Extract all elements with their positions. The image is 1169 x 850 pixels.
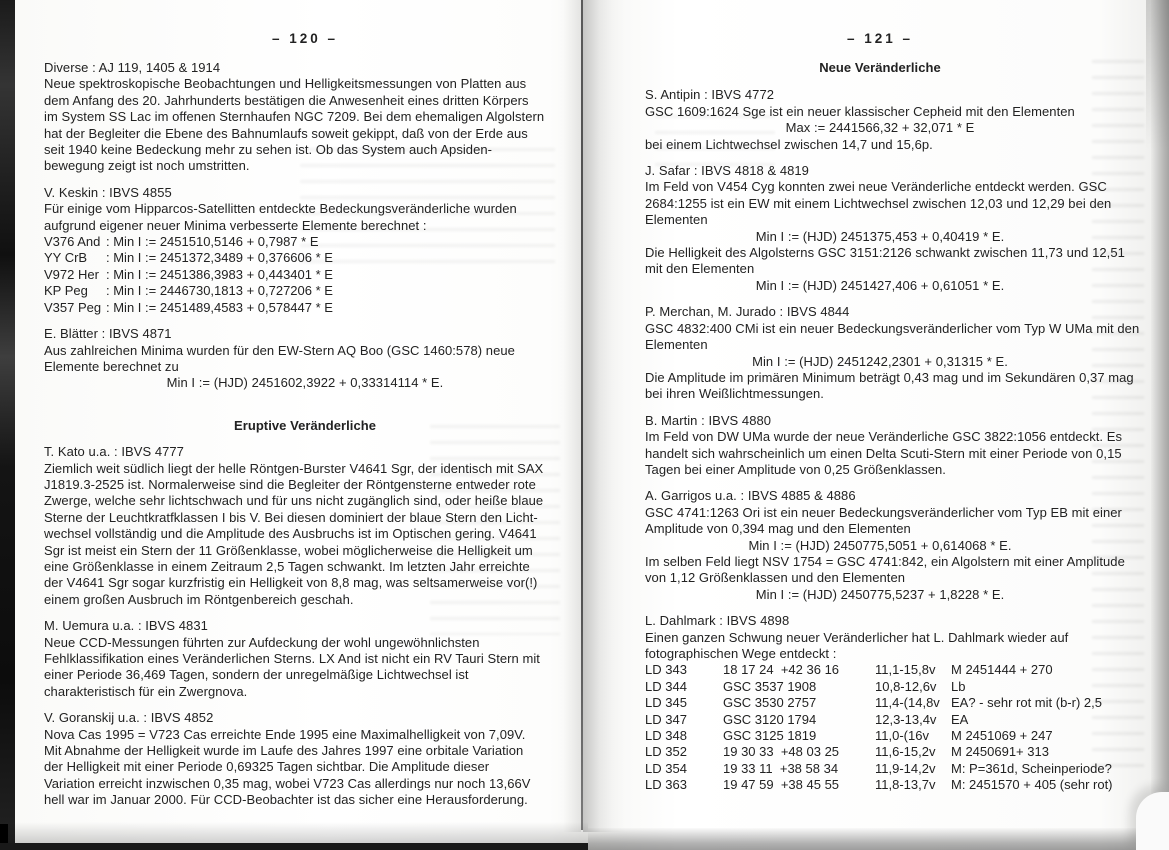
text-line: GSC 4741:1263 Ori ist ein neuer Bedeckungsveränderlicher vom Typ EB mit einer	[645, 504, 1122, 520]
formula-line: Min I := (HJD) 2451242,2301 + 0,31315 * E.	[752, 353, 1008, 369]
formula-line: Min I := (HJD) 2451375,453 + 0,40419 * E.	[755, 228, 1005, 244]
text-line: fotographischen Wege entdeckt :	[645, 646, 837, 661]
text-line: P. Merchan, M. Jurado : IBVS 4844	[645, 304, 850, 320]
text-line: hat der Begleiter die Ebene des Bahnumlaufs soweit gekippt, daß von der Erde aus	[44, 125, 528, 141]
text-line: L. Dahlmark : IBVS 4898	[645, 613, 790, 629]
text-line: Im Feld von V454 Cyg konnten zwei neue Veränderliche entdeckt werden. GSC	[645, 179, 1107, 195]
text-line: Diverse : AJ 119, 1405 & 1914	[44, 60, 221, 75]
ld-cell: 19 30 33 +48 03 25	[723, 744, 840, 760]
formula-line: Min I := (HJD) 2451602,3922 + 0,33314114 * E.	[166, 375, 444, 391]
text-line: hell war im Januar 2000. Für CCD-Beobachter ist das sicher eine Herausforderung.	[44, 792, 528, 808]
text-line: Sterne der Leuchtkratfklassen I bis V. Bei diesen dominiert der blaue Stern den Licht-	[44, 509, 538, 525]
definition-row	[44, 300, 581, 316]
text-line: GSC 1609:1624 Sge ist ein neuer klassischer Cepheid mit den Elementen	[645, 103, 1075, 119]
text-line: bei ihren Weißlichtmessungen.	[645, 386, 824, 402]
text-line: T. Kato u.a. : IBVS 4777	[44, 444, 184, 460]
ld-table-row	[645, 728, 1150, 744]
text-line: Elementen	[645, 212, 708, 228]
ld-cell: 12,3-13,4v	[875, 711, 937, 727]
section	[44, 444, 581, 608]
text-line: dem Anfang des 20. Jahrhunderts bestätigen die Anwesenheit eines dritten Körpers	[44, 92, 529, 108]
ld-table-row	[645, 695, 1150, 711]
star-name: YY CrB	[44, 250, 88, 266]
section	[44, 710, 581, 808]
star-name: KP Peg	[44, 283, 88, 299]
ld-cell: 11,4-(14,8v	[875, 695, 940, 711]
ld-cell: 18 17 24 +42 36 16	[723, 662, 840, 678]
ld-cell: EA	[951, 711, 969, 727]
ld-cell: LD 348	[645, 728, 687, 744]
star-name: V376 And	[44, 234, 101, 250]
ld-cell: 11,8-13,7v	[875, 777, 936, 793]
ld-cell: LD 352	[645, 744, 687, 760]
ld-cell: GSC 3530 2757	[723, 695, 817, 711]
text-line: Im Feld von DW UMa wurde der neue Veränderliche GSC 3822:1056 entdeckt. Es	[645, 429, 1122, 445]
section	[44, 618, 581, 700]
text-line: Variation erreicht inzwischen 0,35 mag, wobei V723 Cas allerdings nur noch 13,66V	[44, 775, 531, 791]
section-heading: Neue Veränderliche	[819, 60, 941, 75]
ld-cell: 11,1-15,8v	[875, 662, 936, 678]
formula-line: Min I := (HJD) 2451427,406 + 0,61051 * E.	[755, 277, 1005, 293]
text-line: Neue CCD-Messungen führten zur Aufdeckung der wohl ungewöhnlichsten	[44, 634, 480, 650]
text-line: wechsel vollständig und die Amplitude des Ausbruchs ist im Optischen gering. V4641	[44, 526, 537, 542]
text-line: seit 1940 keine Bedeckung mehr zu sehen ist. Ob das System auch Apsiden-	[44, 142, 493, 158]
page-number: – 121 –	[846, 31, 914, 46]
ld-table-row	[645, 744, 1150, 760]
text-line: Fehlklassifikation eines Veränderlichen Sterns. LX And ist nicht ein RV Tauri Stern mit	[44, 651, 540, 666]
formula-line: Max := 2441566,32 + 32,071 * E	[785, 120, 975, 136]
definition-row	[44, 283, 581, 299]
section	[645, 163, 1150, 294]
ld-table-row	[645, 761, 1150, 777]
text-line: Elementen	[645, 337, 708, 353]
section	[645, 60, 1150, 76]
text-line: bewegung zeigt ist noch umstritten.	[44, 158, 250, 174]
ld-cell: GSC 3120 1794	[723, 711, 817, 727]
section	[44, 326, 581, 392]
text-line: Tagen bei einer Amplitude von 0,25 Größenklassen.	[645, 461, 946, 477]
page-body	[645, 60, 1150, 794]
section	[645, 87, 1150, 153]
section	[645, 488, 1150, 603]
elements-formula: : Min I := 2451510,5146 + 0,7987 * E	[106, 234, 319, 250]
text-line: einer Periode 36,469 Tagen, sondern der unregelmäßige Lichtwechsel ist	[44, 667, 469, 683]
formula-line: Min I := (HJD) 2450775,5237 + 1,8228 * E.	[755, 586, 1005, 602]
section	[645, 304, 1150, 402]
ld-cell: LD 343	[645, 662, 687, 678]
elements-formula: : Min I := 2446730,1813 + 0,727206 * E	[106, 283, 333, 299]
text-line: Ziemlich weit südlich liegt der helle Röntgen-Burster V4641 Sgr, der identisch mit SAX	[44, 460, 544, 476]
text-line: E. Blätter : IBVS 4871	[44, 326, 172, 342]
section	[44, 60, 581, 175]
text-line: J1819.3-2525 ist. Normalerweise sind die Begleiter der Röntgensterne entweder rote	[44, 476, 536, 492]
page-121	[645, 30, 1150, 794]
ld-cell: GSC 3125 1819	[723, 728, 817, 744]
ld-table-row	[645, 712, 1150, 728]
text-line: Elemente berechnet zu	[44, 358, 179, 374]
section	[44, 418, 581, 434]
ld-cell: 19 33 11 +38 58 34	[723, 760, 839, 776]
text-line: 2684:1255 ist ein EW mit einem Lichtwechsel zwischen 12,03 und 12,29 bei den	[645, 195, 1112, 211]
text-line: Amplitude von 0,394 mag und den Elementen	[645, 521, 911, 537]
elements-formula: : Min I := 2451372,3489 + 0,376606 * E	[106, 250, 333, 266]
text-line: Einen ganzen Schwung neuer Veränderlicher hat L. Dahlmark wieder auf	[645, 629, 1069, 645]
text-line: der V4641 Sgr sogar kurzfristig ein Helligkeit von 8,8 mag, was seltsamerweise vor(!)	[44, 575, 538, 591]
text-line: einem großen Ausbruch im Röntgenbereich geschah.	[44, 591, 354, 607]
ld-cell: EA? - sehr rot mit (b-r) 2,5	[951, 695, 1102, 711]
ld-cell: GSC 3537 1908	[723, 678, 817, 694]
definition-row	[44, 250, 581, 266]
elements-formula: : Min I := 2451386,3983 + 0,443401 * E	[106, 266, 333, 282]
section-heading: Eruptive Veränderliche	[234, 417, 376, 433]
ld-table-row	[645, 679, 1150, 695]
text-line: Die Helligkeit des Algolsterns GSC 3151:2126 schwankt zwischen 11,73 und 12,51	[645, 245, 1125, 261]
ld-cell: M: 2451570 + 405 (sehr rot)	[951, 777, 1113, 793]
text-line: eine Größenklasse in einem Zeitraum 2,5 Tagen schwankt. Im letzten Jahr erreichte	[44, 558, 530, 574]
text-line: S. Antipin : IBVS 4772	[645, 87, 775, 103]
text-line: Sgr ist meist ein Stern der 11 Größenklasse, wobei möglicherweise die Helligkeit um	[44, 542, 533, 558]
text-line: Aus zahlreichen Minima wurden für den EW-Stern AQ Boo (GSC 1460:578) neue	[44, 342, 515, 358]
ld-cell: 11,9-14,2v	[875, 760, 936, 776]
ld-cell: LD 344	[645, 678, 687, 694]
text-line: der Helligkeit mit einer Periode 0,69325 Tagen sichtbar. Die Amplitude dieser	[44, 759, 490, 775]
text-line: A. Garrigos u.a. : IBVS 4885 & 4886	[645, 488, 856, 504]
ld-table-row	[645, 662, 1150, 678]
section	[645, 613, 1150, 793]
text-line: Im selben Feld liegt NSV 1754 = GSC 4741:842, ein Algolstern mit einer Amplitude	[645, 553, 1125, 569]
ld-cell: M 2450691+ 313	[951, 744, 1049, 760]
text-line: GSC 4832:400 CMi ist ein neuer Bedeckungsveränderlicher vom Typ W UMa mit den	[645, 320, 1140, 336]
ld-cell: LD 363	[645, 777, 687, 793]
text-line: B. Martin : IBVS 4880	[645, 412, 772, 428]
ld-cell: LD 354	[645, 760, 687, 776]
ld-cell: 11,6-15,2v	[875, 744, 936, 760]
definition-row	[44, 267, 581, 283]
section	[645, 413, 1150, 479]
ld-cell: LD 347	[645, 711, 687, 727]
text-line: handelt sich wahrscheinlich um einen Delta Scuti-Stern mit einer Periode von 0,15	[645, 445, 1122, 461]
formula-line: Min I := (HJD) 2450775,5051 + 0,614068 * E.	[748, 537, 1012, 553]
text-line: mit den Elementen	[645, 261, 755, 277]
text-line: Neue spektroskopische Beobachtungen und Helligkeitsmessungen von Platten aus	[44, 76, 527, 92]
ld-cell: M 2451069 + 247	[951, 728, 1053, 744]
text-line: im System SS Lac im offenen Sternhaufen NGC 7209. Bei dem ehemaligen Algolstern	[44, 109, 545, 125]
page-120	[44, 30, 581, 809]
text-line: charakteristisch für ein Zwergnova.	[44, 683, 248, 699]
page-body	[44, 60, 581, 809]
text-line: Nova Cas 1995 = V723 Cas erreichte Ende 1995 eine Maximalhelligkeit von 7,09V.	[44, 726, 526, 742]
ld-cell: Lb	[951, 678, 966, 694]
ld-cell: LD 345	[645, 695, 687, 711]
text-line: J. Safar : IBVS 4818 & 4819	[645, 163, 809, 179]
elements-formula: : Min I := 2451489,4583 + 0,578447 * E	[106, 299, 333, 315]
ld-cell: 11,0-(16v	[875, 728, 929, 744]
section	[44, 185, 581, 316]
definition-row	[44, 234, 581, 250]
ld-cell: M: P=361d, Scheinperiode?	[951, 760, 1112, 776]
text-line: V. Goranskij u.a. : IBVS 4852	[44, 710, 214, 726]
text-line: von 1,12 Größenklassen und den Elementen	[645, 570, 905, 586]
text-line: M. Uemura u.a. : IBVS 4831	[44, 618, 208, 634]
ld-cell: 19 47 59 +38 45 55	[723, 777, 840, 793]
ld-cell: M 2451444 + 270	[951, 662, 1053, 678]
text-line: Zwerge, welche sehr lichtschwach und für uns nicht zugänglich sind, oder heiße blaue	[44, 493, 544, 509]
text-line: Für einige vom Hipparcos-Satellitten entdeckte Bedeckungsveränderliche wurden	[44, 201, 517, 217]
star-name: V357 Peg	[44, 299, 102, 315]
text-line: bei einem Lichtwechsel zwischen 14,7 und 15,6p.	[645, 136, 933, 152]
text-line: aufgrund eigener neuer Minima verbesserte Elemente berechnet :	[44, 217, 427, 233]
text-line: Die Amplitude im primären Minimum beträgt 0,43 mag und im Sekundären 0,37 mag	[645, 369, 1134, 385]
page-number: – 120 –	[271, 31, 339, 46]
star-name: V972 Her	[44, 266, 99, 282]
text-line: Mit Abnahme der Helligkeit wurde im Laufe des Jahres 1997 eine orbitale Variation	[44, 743, 524, 759]
ld-table-row	[645, 777, 1150, 793]
text-line: V. Keskin : IBVS 4855	[44, 184, 172, 200]
ld-cell: 10,8-12,6v	[875, 678, 937, 694]
